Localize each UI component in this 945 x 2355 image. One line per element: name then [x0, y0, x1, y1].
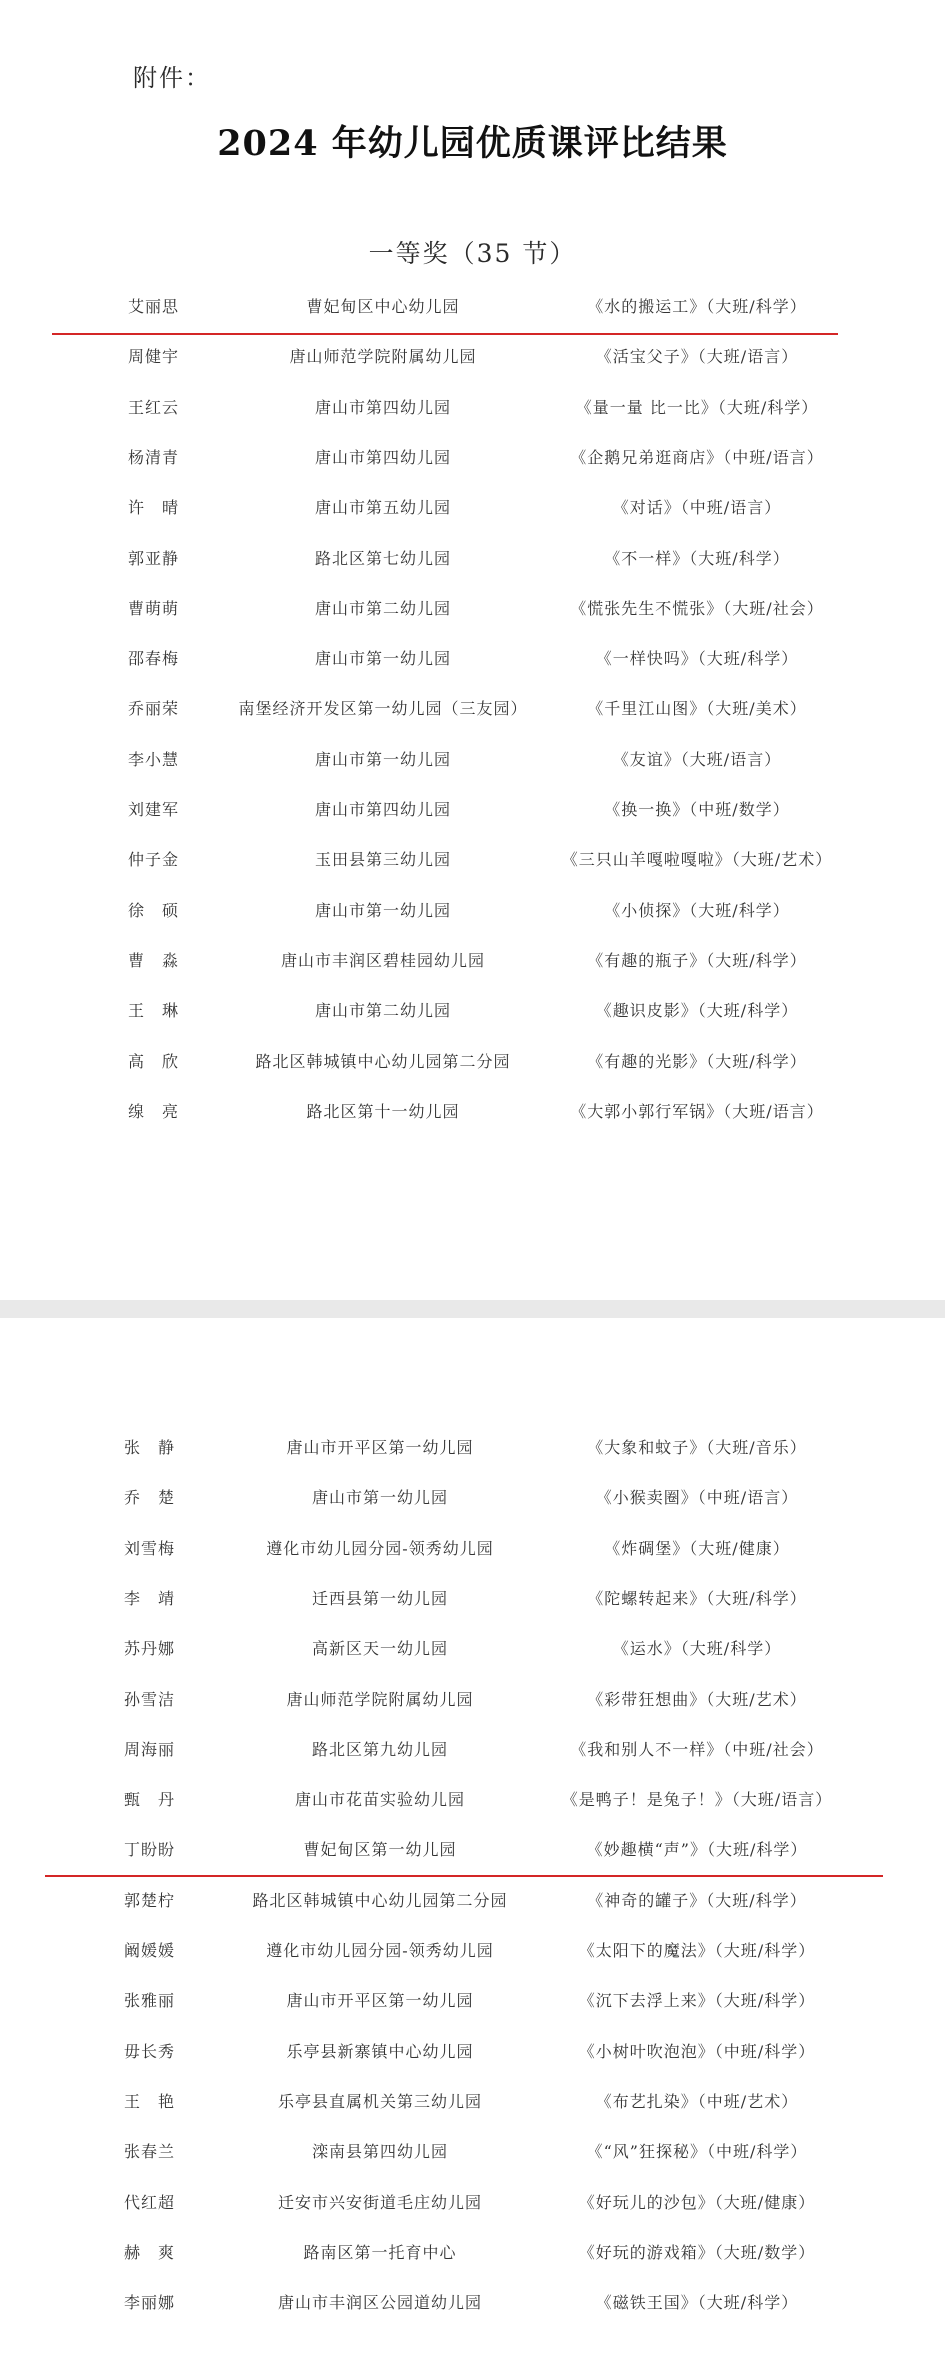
- red-separator-line: [52, 333, 838, 335]
- kindergarten-name: 唐山市花苗实验幼儿园: [294, 1790, 465, 1810]
- kindergarten-name: 唐山市第一幼儿园: [314, 749, 451, 769]
- list-item: [0, 1628, 945, 1662]
- document-title: 2024 年幼儿园优质课评比结果: [217, 123, 728, 164]
- kindergarten-name: 遵化市幼儿园分园-领秀幼儿园: [266, 1941, 494, 1960]
- winner-name: 郭亚静: [128, 548, 180, 568]
- winner-name: 孙雪洁: [124, 1689, 176, 1709]
- document-page-2: [0, 1318, 945, 2355]
- course-title: 《水的搬运工》（大班/科学）: [587, 297, 807, 316]
- list-item: [0, 2031, 945, 2065]
- kindergarten-name: 唐山市第二幼儿园: [314, 598, 451, 618]
- list-item: [0, 1679, 945, 1713]
- list-item: [0, 538, 945, 572]
- list-item: [0, 638, 945, 672]
- kindergarten-name: 唐山市丰润区碧桂园幼儿园: [280, 950, 485, 970]
- course-title: 《换一换》（中班/数学）: [604, 800, 790, 819]
- course-title: 《好玩的游戏箱》（大班/数学）: [578, 2242, 816, 2262]
- winner-name: 张春兰: [124, 2142, 176, 2162]
- list-item: [0, 286, 945, 320]
- kindergarten-name: 唐山市第四幼儿园: [314, 397, 451, 417]
- kindergarten-name: 南堡经济开发区第一幼儿园（三友园）: [238, 699, 528, 719]
- kindergarten-name: 玉田县第三幼儿园: [314, 850, 451, 870]
- kindergarten-name: 唐山市第一幼儿园: [314, 649, 451, 669]
- red-separator-line: [45, 1875, 883, 1877]
- course-title: 《活宝父子》（大班/语言）: [595, 347, 799, 367]
- winner-name: 杨清青: [128, 447, 180, 467]
- list-item: [0, 588, 945, 622]
- course-title: 《我和别人不一样》（中班/社会）: [570, 1739, 824, 1759]
- winner-name: 王 艳: [124, 2091, 176, 2111]
- list-item: [0, 1427, 945, 1461]
- attachment-label: 附件：: [133, 64, 211, 92]
- list-item: [0, 487, 945, 521]
- course-title: 《运水》（大班/科学）: [612, 1639, 782, 1659]
- course-title: 《小侦探》（大班/科学）: [604, 900, 790, 920]
- winner-name: 甄 丹: [124, 1790, 176, 1810]
- course-title: 《一样快吗》（大班/科学）: [595, 649, 799, 669]
- course-title: 《三只山羊嘎啦嘎啦》（大班/艺术）: [561, 850, 833, 870]
- winner-name: 丁盼盼: [124, 1840, 176, 1860]
- list-item: [0, 1528, 945, 1562]
- winner-name: 阚媛媛: [124, 1941, 176, 1960]
- course-title: 《“风”狂探秘》（中班/科学）: [586, 2142, 808, 2162]
- course-title: 《大象和蚊子》（大班/音乐）: [587, 1438, 807, 1457]
- winner-name: 周海丽: [124, 1739, 176, 1759]
- kindergarten-name: 路北区韩城镇中心幼儿园第二分园: [255, 1051, 511, 1071]
- winner-name: 张 静: [124, 1438, 176, 1457]
- winner-name: 王 琳: [128, 1001, 180, 1021]
- course-title: 《趣识皮影》（大班/科学）: [595, 1001, 799, 1021]
- list-item: [0, 839, 945, 873]
- course-title: 《大郭小郭行军锅》（大班/语言）: [570, 1101, 824, 1121]
- course-title: 《小树叶吹泡泡》（中班/科学）: [578, 2041, 816, 2061]
- list-item: [0, 1779, 945, 1813]
- winner-name: 王红云: [128, 397, 180, 417]
- list-item: [0, 2131, 945, 2165]
- list-item: [0, 437, 945, 471]
- kindergarten-name: 唐山市第一幼儿园: [314, 900, 451, 920]
- course-title: 《神奇的罐子》（大班/科学）: [587, 1890, 807, 1910]
- course-title: 《对话》（中班/语言）: [612, 498, 782, 518]
- winner-name: 曹萌萌: [128, 598, 180, 618]
- list-item: [0, 688, 945, 722]
- kindergarten-name: 唐山市第一幼儿园: [311, 1488, 448, 1508]
- kindergarten-name: 唐山市第二幼儿园: [314, 1001, 451, 1021]
- course-title: 《磁铁王国》（大班/科学）: [595, 2293, 799, 2313]
- course-title: 《陀螺转起来》（大班/科学）: [587, 1588, 807, 1608]
- winner-name: 高 欣: [128, 1051, 180, 1071]
- winner-name: 曹 淼: [128, 950, 180, 970]
- kindergarten-name: 乐亭县新寨镇中心幼儿园: [286, 2041, 474, 2061]
- kindergarten-name: 唐山市开平区第一幼儿园: [286, 1991, 474, 2011]
- kindergarten-name: 乐亭县直属机关第三幼儿园: [277, 2091, 482, 2111]
- winner-name: 毋长秀: [124, 2041, 176, 2061]
- winner-name: 缐 亮: [128, 1101, 180, 1121]
- list-item: [0, 336, 945, 370]
- list-item: [0, 1980, 945, 2014]
- list-item: [0, 940, 945, 974]
- kindergarten-name: 路北区第九幼儿园: [311, 1739, 448, 1759]
- kindergarten-name: 路北区第七幼儿园: [314, 548, 451, 568]
- winner-name: 乔丽荣: [128, 699, 180, 719]
- list-item: [0, 387, 945, 421]
- list-item: [0, 1578, 945, 1612]
- kindergarten-name: 唐山市丰润区公园道幼儿园: [277, 2293, 482, 2313]
- winner-name: 苏丹娜: [124, 1639, 176, 1659]
- course-title: 《慌张先生不慌张》（大班/社会）: [570, 598, 824, 618]
- winner-name: 仲子金: [128, 850, 180, 870]
- list-item: [0, 1477, 945, 1511]
- list-item: [0, 1091, 945, 1125]
- course-title: 《友谊》（大班/语言）: [612, 749, 782, 769]
- winner-name: 代红超: [124, 2192, 176, 2212]
- kindergarten-name: 唐山市开平区第一幼儿园: [286, 1438, 474, 1457]
- list-item: [0, 1880, 945, 1914]
- kindergarten-name: 路北区韩城镇中心幼儿园第二分园: [252, 1890, 508, 1910]
- list-item: [0, 1041, 945, 1075]
- kindergarten-name: 路北区第十一幼儿园: [306, 1101, 460, 1121]
- course-title: 《彩带狂想曲》（大班/艺术）: [587, 1689, 807, 1709]
- list-item: [0, 2282, 945, 2316]
- kindergarten-name: 迁安市兴安街道毛庄幼儿园: [277, 2192, 482, 2212]
- list-item: [0, 789, 945, 823]
- award-heading: 一等奖（35 节）: [368, 239, 577, 268]
- course-title: 《企鹅兄弟逛商店》（中班/语言）: [570, 447, 824, 467]
- course-title: 《沉下去浮上来》（大班/科学）: [578, 1991, 816, 2011]
- winner-name: 刘雪梅: [124, 1538, 176, 1558]
- list-item: [0, 890, 945, 924]
- kindergarten-name: 唐山市第五幼儿园: [314, 498, 451, 518]
- winner-name: 许 晴: [128, 498, 180, 518]
- winner-name: 邵春梅: [128, 649, 180, 669]
- winner-name: 刘建军: [128, 800, 180, 819]
- list-item: [0, 1729, 945, 1763]
- course-title: 《不一样》（大班/科学）: [604, 548, 790, 568]
- kindergarten-name: 路南区第一托育中心: [303, 2242, 457, 2262]
- kindergarten-name: 唐山师范学院附属幼儿园: [289, 347, 477, 367]
- course-title: 《太阳下的魔法》（大班/科学）: [578, 1941, 816, 1960]
- course-title: 《小猴卖圈》（中班/语言）: [595, 1488, 799, 1508]
- list-item: [0, 1930, 945, 1964]
- course-title: 《妙趣横“声”》（大班/科学）: [586, 1840, 808, 1860]
- winner-name: 郭楚柠: [124, 1890, 176, 1910]
- kindergarten-name: 唐山师范学院附属幼儿园: [286, 1689, 474, 1709]
- course-title: 《炸碉堡》（大班/健康）: [604, 1538, 790, 1558]
- course-title: 《是鸭子！是兔子！》（大班/语言）: [561, 1790, 833, 1810]
- winner-name: 李 靖: [124, 1588, 176, 1608]
- winner-name: 张雅丽: [124, 1991, 176, 2011]
- course-title: 《量一量 比一比》（大班/科学）: [575, 397, 819, 417]
- kindergarten-name: 滦南县第四幼儿园: [311, 2142, 448, 2162]
- kindergarten-name: 曹妃甸区第一幼儿园: [303, 1840, 457, 1860]
- kindergarten-name: 唐山市第四幼儿园: [314, 447, 451, 467]
- course-title: 《好玩儿的沙包》（大班/健康）: [578, 2192, 816, 2212]
- winner-name: 乔 楚: [124, 1488, 176, 1508]
- kindergarten-name: 唐山市第四幼儿园: [314, 800, 451, 819]
- winner-name: 艾丽思: [128, 297, 180, 316]
- list-item: [0, 1829, 945, 1863]
- course-title: 《有趣的瓶子》（大班/科学）: [587, 950, 807, 970]
- list-item: [0, 2081, 945, 2115]
- course-title: 《有趣的光影》（大班/科学）: [587, 1051, 807, 1071]
- winner-name: 周健宇: [128, 347, 180, 367]
- kindergarten-name: 高新区天一幼儿园: [311, 1639, 448, 1659]
- kindergarten-name: 迁西县第一幼儿园: [311, 1588, 448, 1608]
- list-item: [0, 2182, 945, 2216]
- winner-name: 李小慧: [128, 749, 180, 769]
- winner-name: 李丽娜: [124, 2293, 176, 2313]
- list-item: [0, 990, 945, 1024]
- list-item: [0, 2232, 945, 2266]
- course-title: 《布艺扎染》（中班/艺术）: [595, 2091, 799, 2111]
- course-title: 《千里江山图》（大班/美术）: [587, 699, 807, 719]
- winner-name: 徐 硕: [128, 900, 180, 920]
- kindergarten-name: 遵化市幼儿园分园-领秀幼儿园: [266, 1538, 494, 1558]
- winner-name: 赫 爽: [124, 2242, 176, 2262]
- kindergarten-name: 曹妃甸区中心幼儿园: [306, 297, 460, 316]
- list-item: [0, 739, 945, 773]
